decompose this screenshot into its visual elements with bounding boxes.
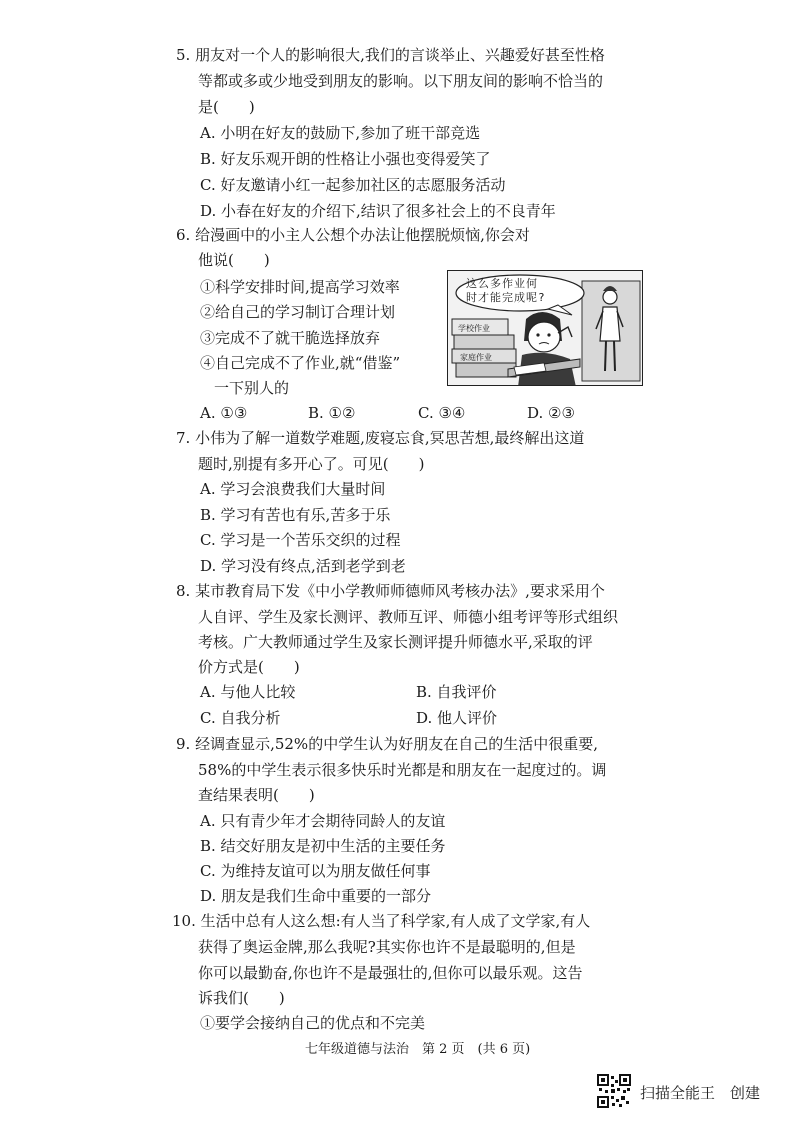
question-stem: 价方式是( ) [198,658,300,676]
statement-4-cont: 一下别人的 [214,379,290,397]
question-stem: 58%的中学生表示很多快乐时光都是和朋友在一起度过的。调 [198,761,607,779]
question-stem: 考核。广大教师通过学生及家长测评提升师德水平,采取的评 [198,633,593,651]
option-b: B. ①② [308,404,356,422]
speech-bubble-line: 这么多作业何 [466,277,538,290]
option-a: A. 只有青少年才会期待同龄人的友谊 [200,812,446,830]
option-a: A. 小明在好友的鼓励下,参加了班干部竞选 [200,124,481,142]
option-b: B. 学习有苦也有乐,苦多于乐 [200,506,391,524]
question-stem: 人自评、学生及家长测评、教师互评、师德小组考评等形式组织 [198,608,619,626]
speech-bubble-line: 时才能完成呢? [466,291,546,304]
option-d: D. 小春在好友的介绍下,结识了很多社会上的不良青年 [200,202,556,220]
statement-1: ①要学会接纳自己的优点和不完美 [200,1014,426,1032]
statement-2: ②给自己的学习制订合理计划 [200,303,396,321]
option-d: D. 朋友是我们生命中重要的一部分 [200,887,432,905]
question-stem: 诉我们( ) [198,989,285,1007]
statement-4: ④自己完成不了作业,就“借鉴” [200,354,401,372]
question-stem: 是( ) [198,98,255,116]
question-stem: 7. 小伟为了解一道数学难题,废寝忘食,冥思苦想,最终解出这道 [176,429,585,447]
option-c: C. 为维持友谊可以为朋友做任何事 [200,862,431,880]
question-stem: 10. 生活中总有人这么想:有人当了科学家,有人成了文学家,有人 [172,912,591,930]
page-footer: 七年级道德与法治 第 2 页 (共 6 页) [305,1042,531,1057]
option-a: A. ①③ [200,404,248,422]
question-stem: 6. 给漫画中的小主人公想个办法让他摆脱烦恼,你会对 [176,226,530,244]
statement-3: ③完成不了就干脆选择放弃 [200,329,381,347]
option-d: D. ②③ [527,404,575,422]
watermark-text: 扫描全能王 创建 [640,1084,761,1102]
option-c: C. ③④ [418,404,466,422]
option-c: C. 好友邀请小红一起参加社区的志愿服务活动 [200,176,506,194]
option-a: A. 学习会浪费我们大量时间 [200,480,386,498]
option-b: B. 好友乐观开朗的性格让小强也变得爱笑了 [200,150,491,168]
option-d: D. 他人评价 [416,709,498,727]
option-b: B. 结交好朋友是初中生活的主要任务 [200,837,446,855]
question-stem: 他说( ) [198,251,270,269]
book-label: 家庭作业 [460,353,492,362]
option-b: B. 自我评价 [416,683,497,701]
qr-code-icon [597,1074,631,1108]
option-c: C. 学习是一个苦乐交织的过程 [200,531,401,549]
question-stem: 获得了奥运金牌,那么我呢?其实你也许不是最聪明的,但是 [198,938,576,956]
question-stem: 题时,别提有多开心了。可见( ) [198,455,425,473]
speech-bubble-text [466,277,546,305]
option-c: C. 自我分析 [200,709,281,727]
question-stem: 5. 朋友对一个人的影响很大,我们的言谈举止、兴趣爱好甚至性格 [176,46,605,64]
question-stem: 等都或多或少地受到朋友的影响。以下朋友间的影响不恰当的 [198,72,604,90]
option-a: A. 与他人比较 [200,683,296,701]
question-stem: 9. 经调查显示,52%的中学生认为好朋友在自己的生活中很重要, [176,735,598,753]
statement-1: ①科学安排时间,提高学习效率 [200,278,400,296]
book-label: 学校作业 [458,324,490,333]
option-d: D. 学习没有终点,活到老学到老 [200,557,406,575]
comic-illustration [447,270,643,386]
question-stem: 8. 某市教育局下发《中小学教师师德师风考核办法》,要求采用个 [176,582,605,600]
question-stem: 你可以最勤奋,你也许不是最强壮的,但你可以最乐观。这告 [198,964,583,982]
question-stem: 查结果表明( ) [198,786,315,804]
